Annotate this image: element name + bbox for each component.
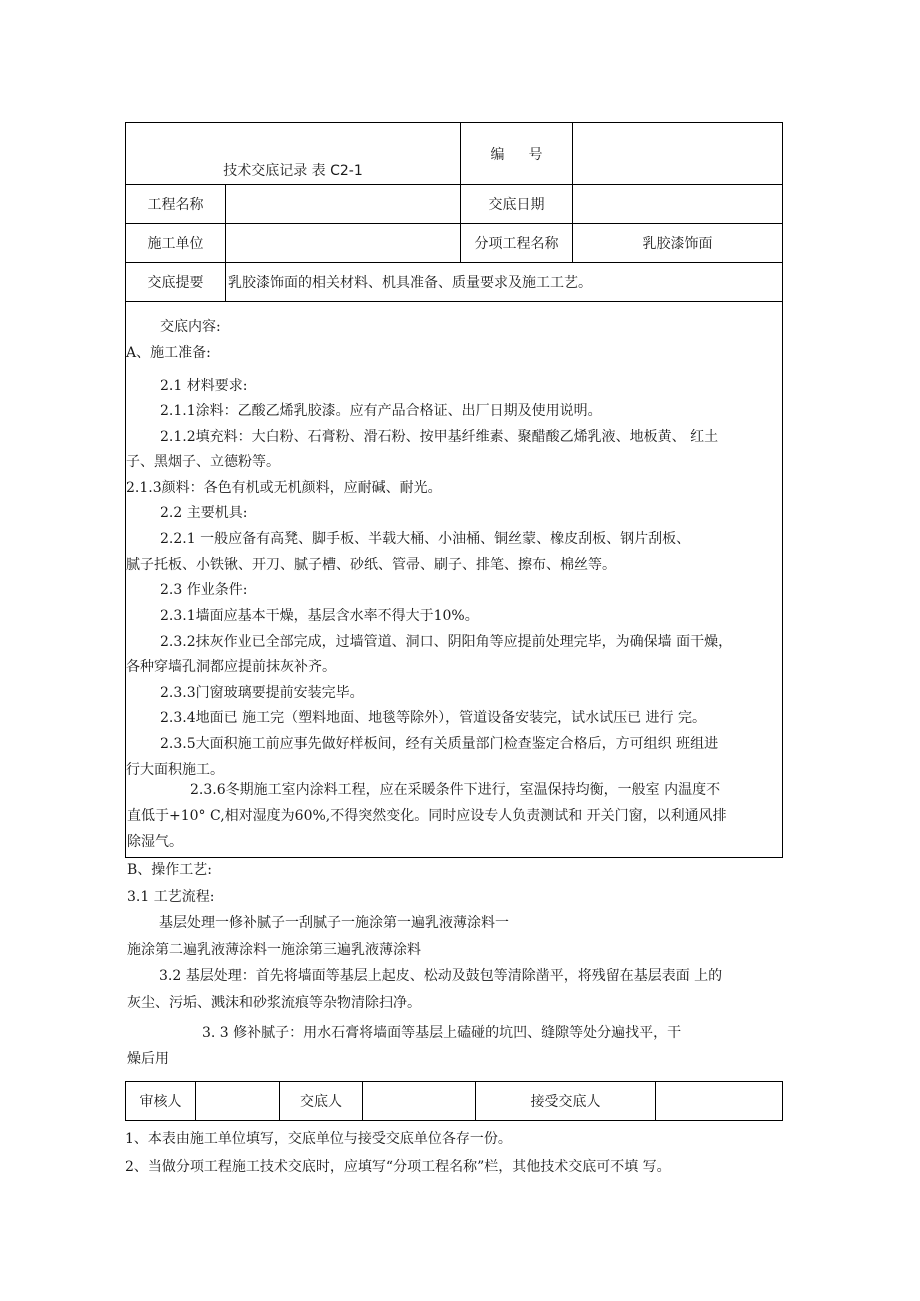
serial-value[interactable] (573, 123, 783, 185)
project-name-label: 工程名称 (126, 185, 226, 224)
reviewer-value[interactable] (196, 1082, 280, 1121)
content-line: 腻子托板、小铁锹、开刀、腻子槽、砂纸、管帚、刷子、排笔、擦布、棉丝等。 (126, 557, 616, 573)
subproject-label: 分项工程名称 (461, 224, 573, 263)
presenter-value[interactable] (363, 1082, 476, 1121)
content-line: 交底内容: (160, 319, 221, 335)
unit-value[interactable] (226, 224, 461, 263)
content-line: 灰尘、污垢、溅沫和砂浆流痕等杂物清除扫净。 (127, 995, 421, 1011)
footnote-2: 2、当做分项工程施工技术交底时，应填写“分项工程名称”栏，其他技术交底可不填 写。 (125, 1159, 671, 1175)
content-line: 2.3.6冬期施工室内涂料工程，应在采暖条件下进行，室温保持均衡，一般室 内温度不 (190, 782, 721, 798)
signature-row (125, 1081, 783, 1121)
content-line: 2.3 作业条件: (160, 582, 248, 598)
content-line: 基层处理一修补腻子一刮腻子一施涂第一遍乳液薄涂料一 (159, 915, 509, 931)
content-line: 2.1 材料要求: (160, 378, 248, 394)
reviewer-label: 审核人 (126, 1082, 196, 1121)
content-line: 2.3.1墙面应基本干燥，基层含水率不得大于10%。 (160, 608, 479, 624)
presenter-label: 交底人 (280, 1082, 363, 1121)
content-line: 行大面积施工。 (126, 762, 224, 778)
project-name-value[interactable] (226, 185, 461, 224)
disclosure-content (126, 302, 783, 858)
content-line: B、操作工艺: (127, 862, 213, 878)
content-line: 2.2 主要机具: (160, 505, 248, 521)
subproject-value[interactable]: 乳胶漆饰面 (573, 224, 783, 263)
form-title: 技术交底记录 表 C2-1 (126, 123, 461, 185)
technical-disclosure-form (125, 122, 783, 858)
date-value[interactable] (573, 185, 783, 224)
serial-label-text: 编号 (490, 146, 567, 163)
content-line: 2.3.3门窗玻璃要提前安装完毕。 (160, 685, 364, 701)
summary-value[interactable]: 乳胶漆饰面的相关材料、机具准备、质量要求及施工工艺。 (226, 263, 783, 302)
receiver-value[interactable] (656, 1082, 783, 1121)
footnote-1: 1、本表由施工单位填写，交底单位与接受交底单位各存一份。 (125, 1131, 512, 1147)
summary-label: 交底提要 (126, 263, 226, 302)
content-line: 3. 3 修补腻子：用水石膏将墙面等基层上磕碰的坑凹、缝隙等处分遍找平，干 (202, 1025, 682, 1041)
content-line: 子、黑烟子、立德粉等。 (126, 454, 280, 470)
receiver-label: 接受交底人 (476, 1082, 656, 1121)
serial-label (461, 123, 573, 185)
content-line: 2.1.3颜料：各色有机或无机颜料，应耐碱、耐光。 (126, 480, 442, 496)
content-line: 2.1.2填充料：大白粉、石膏粉、滑石粉、按甲基纤维素、聚醋酸乙烯乳液、地板黄、 红土 (160, 429, 719, 445)
content-line: 2.3.2抹灰作业已全部完成，过墙管道、洞口、阴阳角等应提前处理完毕，为确保墙 面干燥， (160, 634, 733, 650)
content-line: 2.3.4地面已 施工完（塑料地面、地毯等除外），管道设备安装完，试水试压已 进行 完。 (160, 710, 706, 726)
content-line: 施涂第二遍乳液薄涂料一施涂第三遍乳液薄涂料 (127, 942, 421, 958)
content-line: 3.1 工艺流程: (127, 889, 215, 905)
unit-label: 施工单位 (126, 224, 226, 263)
content-line: 各种穿墙孔洞都应提前抹灰补齐。 (126, 659, 336, 675)
content-line: 3.2 基层处理：首先将墙面等基层上起皮、松动及鼓包等清除凿平，将残留在基层表面 上的 (159, 968, 723, 984)
content-line: 直低于+10° C,相对湿度为60%,不得突然变化。同时应设专人负责测试和 开关门窗，以利通风排 (127, 808, 727, 824)
content-line: A、施工准备: (126, 345, 211, 361)
content-line: 除湿气。 (127, 834, 183, 850)
content-line: 2.1.1涂料：乙酸乙烯乳胶漆。应有产品合格证、出厂日期及使用说明。 (160, 403, 602, 419)
content-line: 燥后用 (127, 1051, 169, 1067)
content-line: 2.3.5大面积施工前应事先做好样板间，经有关质量部门检查鉴定合格后，方可组织 班组进 (160, 736, 719, 752)
date-label: 交底日期 (461, 185, 573, 224)
content-line: 2.2.1 一般应备有高凳、脚手板、半载大桶、小油桶、铜丝蒙、橡皮刮板、钢片刮板、 (160, 531, 691, 547)
